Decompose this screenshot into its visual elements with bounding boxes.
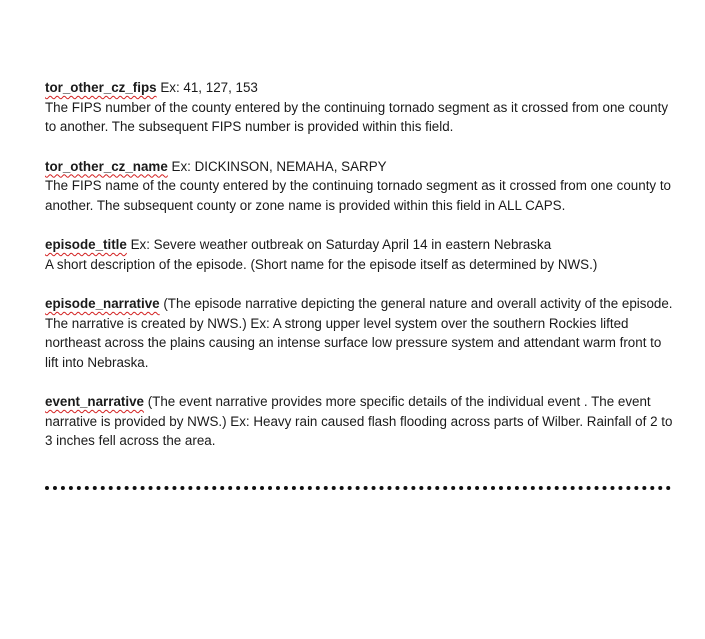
document-page	[45, 78, 673, 471]
field-inline-text: Ex: DICKINSON, NEMAHA, SARPY	[167, 158, 387, 174]
field-inline-text: (The episode narrative depicting the general nature and overall activity of the episode. The narrative is created by NWS.) Ex: A strong upper level system over the southern Rockies lifted northeast across the plains causing an intense surface low pressure system and attendant warm front to lift into Nebraska.	[45, 296, 673, 370]
field-inline-text: Ex: Severe weather outbreak on Saturday April 14 in eastern Nebraska	[126, 237, 552, 252]
field-description: A short description of the episode. (Short name for the episode itself as determined by NWS.)	[45, 256, 598, 272]
field-term: episode_title	[45, 237, 127, 252]
field-description: The FIPS number of the county entered by the continuing tornado segment as it crossed from one county to another. The subsequent FIPS number is provided within this field.	[45, 99, 669, 134]
field-entry-episode-title	[45, 235, 673, 274]
field-term: tor_other_cz_fips	[45, 80, 157, 95]
field-description: The FIPS name of the county entered by the continuing tornado segment as it crossed from one county to another. The subsequent county or zone name is provided within this field in ALL CAPS.	[45, 178, 671, 213]
field-term: episode_narrative	[45, 296, 160, 311]
field-entry-event-narrative	[45, 392, 673, 451]
field-entry-episode-narrative	[45, 294, 673, 372]
field-inline-text: (The event narrative provides more specific details of the individual event . The event narrative is provided by NWS.) Ex: Heavy rain caused flash flooding across parts of Wilber. Rainfall of 2 to 3 inches fell across the area.	[45, 394, 673, 448]
dotted-separator-line	[45, 486, 671, 490]
entry-heading-line	[45, 235, 673, 255]
field-inline-text: Ex: 41, 127, 153	[156, 80, 258, 95]
field-entry-tor-other-cz-fips	[45, 78, 673, 137]
entry-heading-line	[45, 78, 673, 98]
field-term: tor_other_cz_name	[45, 158, 168, 174]
entry-heading-line	[45, 392, 673, 451]
field-term: event_narrative	[45, 394, 144, 409]
entry-heading-line	[45, 157, 673, 177]
entry-heading-line	[45, 294, 673, 372]
field-entry-tor-other-cz-name	[45, 157, 673, 216]
